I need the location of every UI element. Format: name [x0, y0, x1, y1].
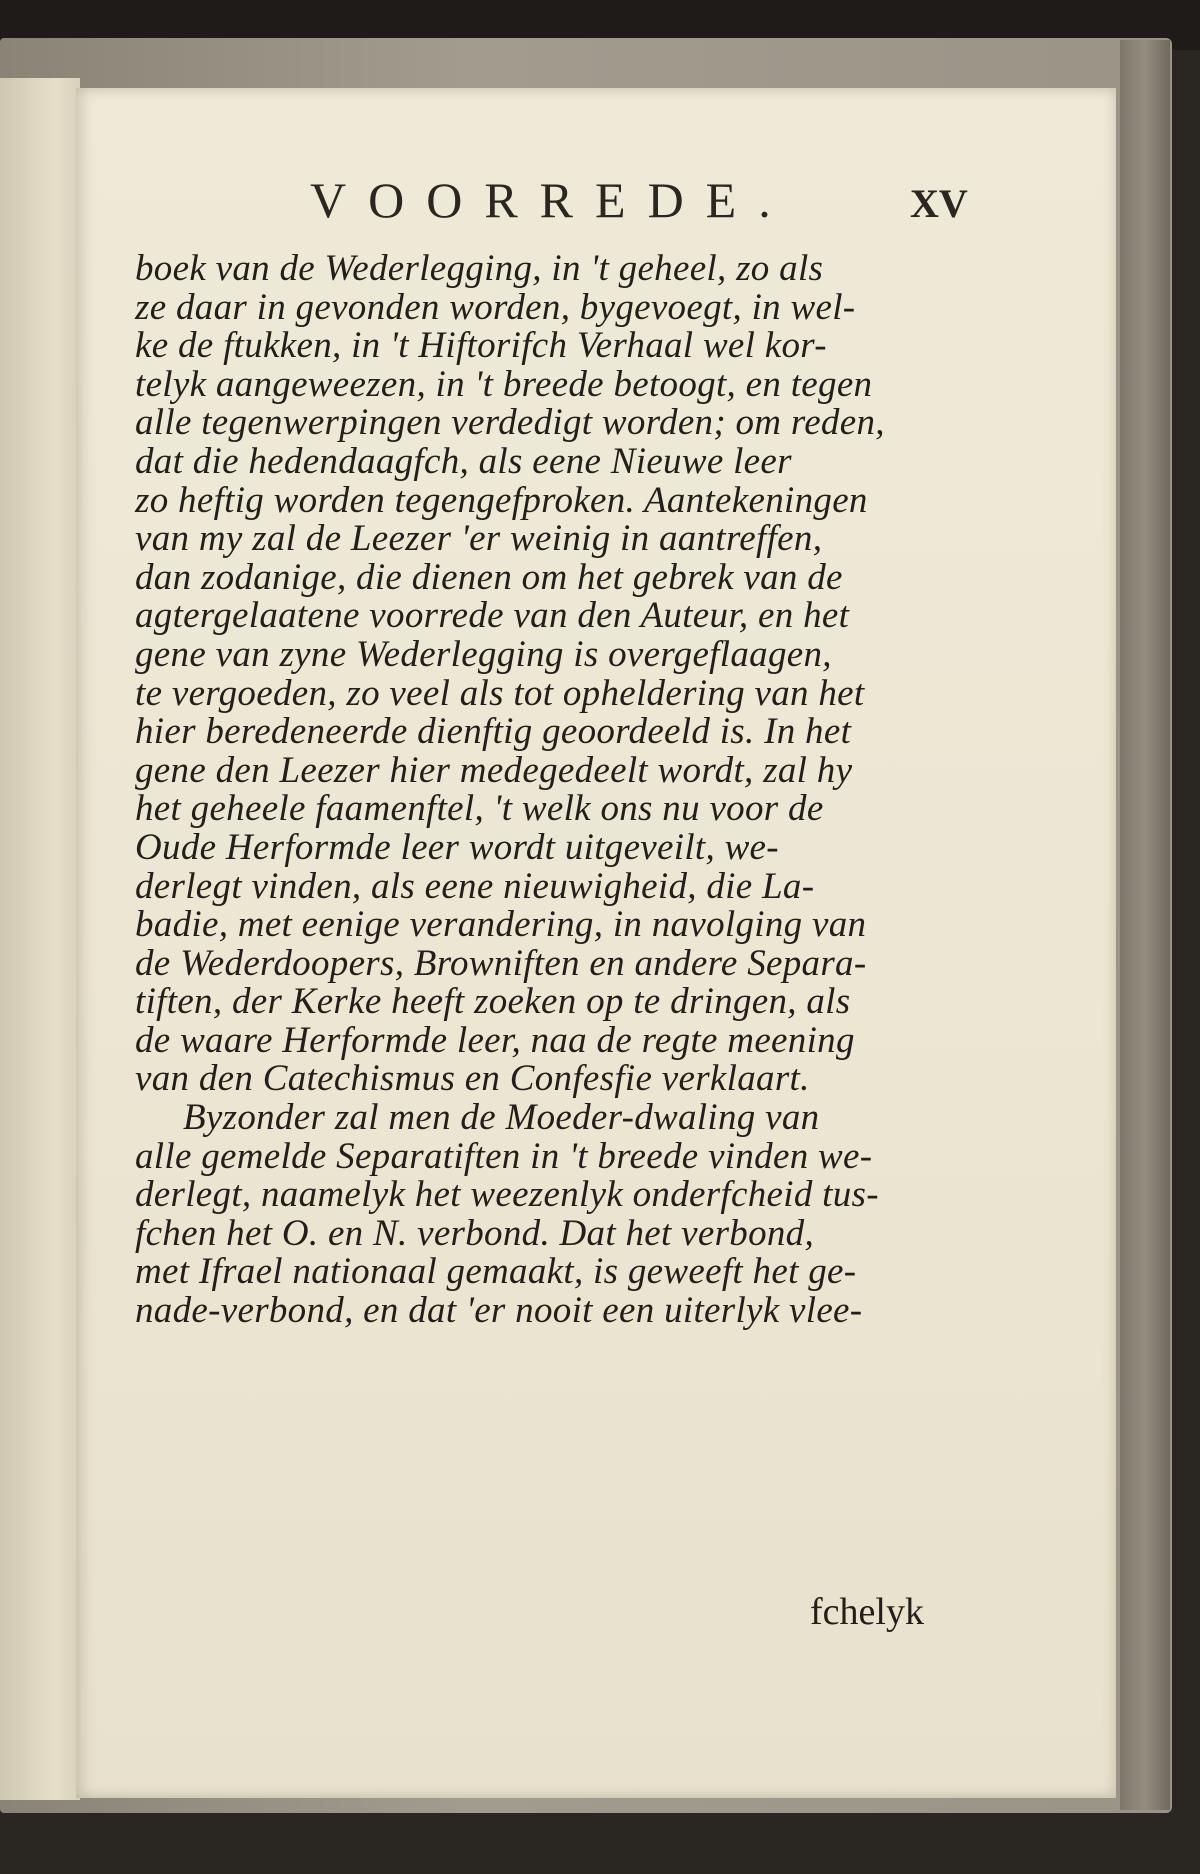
text-line: zo heftig worden tegengefproken. Aantekeningen — [135, 479, 868, 521]
text-line: nade-verbond, en dat 'er nooit een uiterlyk vlee- — [135, 1290, 863, 1332]
text-line: badie, met eenige verandering, in navolging van — [135, 904, 867, 946]
text-line: gene den Leezer hier medegedeelt wordt, zal hy — [135, 749, 853, 791]
text-line: ke de ftukken, in 't Hiftorifch Verhaal wel kor- — [135, 325, 827, 367]
text-line: alle gemelde Separatiften in 't breede vinden we- — [135, 1135, 873, 1177]
page-number: XV — [910, 181, 968, 226]
text-line: Oude Herformde leer wordt uitgeveilt, we- — [135, 826, 779, 868]
text-line: telyk aangeweezen, in 't breede betoogt, en tegen — [135, 363, 873, 405]
text-line: tiften, der Kerke heeft zoeken op te dringen, als — [135, 981, 851, 1023]
text-line: met Ifrael nationaal gemaakt, is geweeft het ge- — [135, 1251, 857, 1293]
text-line: derlegt, naamelyk het weezenlyk onderfcheid tus- — [135, 1174, 879, 1216]
text-line: de waare Herformde leer, naa de regte meening — [135, 1019, 855, 1061]
text-line: hier beredeneerde dienftig geoordeeld is. In het — [135, 711, 852, 753]
body-text — [135, 250, 975, 1331]
text-line: de Wederdoopers, Browniften en andere Separa- — [135, 942, 867, 984]
text-line: te vergoeden, zo veel als tot opheldering van het — [135, 672, 865, 714]
text-line: ze daar in gevonden worden, bygevoegt, in wel- — [135, 286, 856, 328]
page-header — [310, 170, 970, 230]
text-line: derlegt vinden, als eene nieuwigheid, die La- — [135, 865, 815, 907]
text-line: dat die hedendaagfch, als eene Nieuwe leer — [135, 440, 792, 482]
text-line: het geheele faamenftel, 't welk ons nu voor de — [135, 788, 824, 830]
text-line: Byzonder zal men de Moeder-dwaling van — [183, 1097, 820, 1139]
text-line: van den Catechismus en Confesfie verklaart. — [135, 1058, 810, 1100]
text-line: dan zodanige, die dienen om het gebrek van de — [135, 556, 843, 598]
page-stack-left — [0, 78, 80, 1800]
text-line: fchen het O. en N. verbond. Dat het verbond, — [135, 1212, 815, 1254]
text-line: van my zal de Leezer 'er weinig in aantreffen, — [135, 518, 823, 560]
text-line: agtergelaatene voorrede van den Auteur, en het — [135, 595, 850, 637]
running-title: VOORREDE. — [310, 172, 793, 228]
catchword: fchelyk — [810, 1591, 924, 1633]
book-cover-edge — [1120, 40, 1170, 1810]
text-line: gene van zyne Wederlegging is overgeflaagen, — [135, 633, 832, 675]
text-line: alle tegenwerpingen verdedigt worden; om reden, — [135, 402, 885, 444]
text-line: boek van de Wederlegging, in 't geheel, zo als — [135, 248, 824, 289]
